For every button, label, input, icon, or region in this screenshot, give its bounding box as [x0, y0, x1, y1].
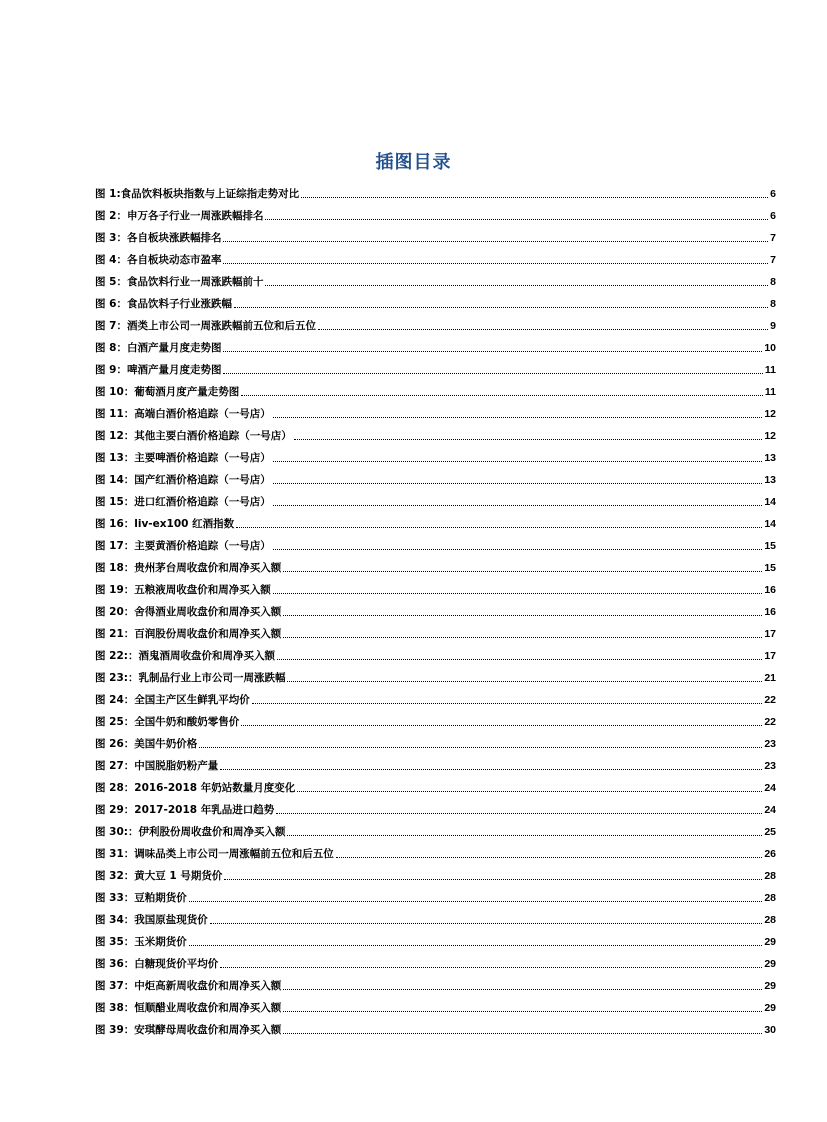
toc-entry-page-number: 16: [764, 584, 776, 596]
toc-entry[interactable]: [95, 1017, 776, 1039]
toc-entry-label: 图 15：进口红酒价格追踪（一号店）: [95, 496, 271, 508]
toc-entry[interactable]: [95, 577, 776, 599]
toc-entry[interactable]: [95, 709, 776, 731]
toc-entry-page-number: 23: [764, 738, 776, 750]
toc-title: 插图目录: [375, 152, 452, 173]
toc-entry[interactable]: [95, 225, 776, 247]
toc-entry-label: 图 22:：酒鬼酒周收盘价和周净买入额: [95, 650, 275, 662]
toc-entry[interactable]: [95, 973, 776, 995]
toc-entry-label: 图 31：调味品类上市公司一周涨幅前五位和后五位: [95, 848, 334, 860]
toc-dot-leader: [265, 219, 768, 220]
toc-entry-page-number: 7: [770, 254, 776, 266]
toc-entry-page-number: 14: [764, 518, 776, 530]
toc-entry[interactable]: [95, 467, 776, 489]
toc-entry-label: 图 6：食品饮料子行业涨跌幅: [95, 298, 232, 310]
toc-entry[interactable]: [95, 819, 776, 841]
toc-entry[interactable]: [95, 907, 776, 929]
toc-dot-leader: [297, 791, 762, 792]
toc-entry-label: 图 5：食品饮料行业一周涨跌幅前十: [95, 276, 264, 288]
toc-dot-leader: [210, 923, 763, 924]
toc-dot-leader: [223, 241, 768, 242]
toc-entry[interactable]: [95, 247, 776, 269]
toc-dot-leader: [273, 593, 763, 594]
toc-entry-label: 图 37：中炬高新周收盘价和周净买入额: [95, 980, 282, 992]
toc-list: [95, 181, 776, 1039]
toc-entry-page-number: 11: [764, 364, 776, 376]
toc-dot-leader: [294, 439, 763, 440]
toc-entry-page-number: 25: [764, 826, 776, 838]
toc-dot-leader: [273, 461, 763, 462]
toc-entry-page-number: 28: [764, 892, 776, 904]
toc-dot-leader: [287, 681, 762, 682]
toc-entry-page-number: 15: [764, 540, 776, 552]
toc-entry-page-number: 8: [770, 298, 776, 310]
toc-entry-label: 图 13：主要啤酒价格追踪（一号店）: [95, 452, 271, 464]
toc-entry-label: 图 14：国产红酒价格追踪（一号店）: [95, 474, 271, 486]
toc-entry-page-number: 6: [770, 188, 776, 200]
toc-dot-leader: [273, 505, 763, 506]
toc-entry-label: 图 30:：伊利股份周收盘价和周净买入额: [95, 826, 286, 838]
toc-entry-page-number: 10: [764, 342, 776, 354]
toc-entry-page-number: 29: [764, 958, 776, 970]
toc-entry-label: 图 36：白糖现货价平均价: [95, 958, 219, 970]
toc-entry[interactable]: [95, 489, 776, 511]
toc-dot-leader: [189, 945, 763, 946]
toc-entry-page-number: 9: [770, 320, 776, 332]
toc-entry-label: 图 12：其他主要白酒价格追踪（一号店）: [95, 430, 292, 442]
toc-entry-label: 图 32：黄大豆 1 号期货价: [95, 870, 223, 882]
toc-dot-leader: [318, 329, 768, 330]
toc-dot-leader: [265, 285, 768, 286]
toc-dot-leader: [283, 637, 762, 638]
toc-dot-leader: [273, 483, 763, 484]
toc-entry-page-number: 22: [764, 694, 776, 706]
toc-entry-label: 图 39：安琪酵母周收盘价和周净买入额: [95, 1024, 282, 1036]
toc-dot-leader: [241, 725, 762, 726]
toc-entry-page-number: 11: [764, 386, 776, 398]
toc-entry[interactable]: [95, 753, 776, 775]
toc-entry-page-number: 6: [770, 210, 776, 222]
toc-entry[interactable]: [95, 401, 776, 423]
toc-entry[interactable]: [95, 445, 776, 467]
toc-entry-page-number: 15: [764, 562, 776, 574]
toc-entry-page-number: 28: [764, 914, 776, 926]
toc-entry[interactable]: [95, 687, 776, 709]
toc-entry-page-number: 12: [764, 408, 776, 420]
toc-entry-label: 图 18：贵州茅台周收盘价和周净买入额: [95, 562, 282, 574]
toc-entry[interactable]: [95, 357, 776, 379]
toc-entry[interactable]: [95, 929, 776, 951]
toc-dot-leader: [241, 395, 763, 396]
toc-entry[interactable]: [95, 731, 776, 753]
toc-entry[interactable]: [95, 203, 776, 225]
toc-dot-leader: [336, 857, 763, 858]
toc-entry[interactable]: [95, 379, 776, 401]
toc-entry-label: 图 35：玉米期货价: [95, 936, 187, 948]
toc-entry-page-number: 16: [764, 606, 776, 618]
toc-entry-label: 图 33：豆粕期货价: [95, 892, 187, 904]
toc-entry-page-number: 21: [764, 672, 776, 684]
toc-entry[interactable]: [95, 885, 776, 907]
toc-entry-page-number: 22: [764, 716, 776, 728]
toc-entry[interactable]: [95, 423, 776, 445]
toc-entry-label: 图 25：全国牛奶和酸奶零售价: [95, 716, 240, 728]
toc-dot-leader: [223, 263, 768, 264]
toc-dot-leader: [301, 197, 768, 198]
toc-entry-label: 图 34：我国原盐现货价: [95, 914, 208, 926]
toc-entry-page-number: 24: [764, 804, 776, 816]
toc-entry-label: 图 29：2017-2018 年乳品进口趋势: [95, 804, 275, 816]
toc-entry-label: 图 4：各自板块动态市盈率: [95, 254, 222, 266]
toc-entry-page-number: 14: [764, 496, 776, 508]
toc-entry[interactable]: [95, 643, 776, 665]
toc-entry[interactable]: [95, 841, 776, 863]
toc-entry-label: 图 20：舍得酒业周收盘价和周净买入额: [95, 606, 282, 618]
toc-entry-page-number: 29: [764, 1002, 776, 1014]
toc-entry-label: 图 23:：乳制品行业上市公司一周涨跌幅: [95, 672, 286, 684]
toc-entry[interactable]: [95, 181, 776, 203]
toc-dot-leader: [283, 615, 762, 616]
toc-entry-page-number: 7: [770, 232, 776, 244]
toc-entry-label: 图 10：葡萄酒月度产量走势图: [95, 386, 240, 398]
toc-entry[interactable]: [95, 951, 776, 973]
toc-dot-leader: [276, 813, 762, 814]
toc-entry-label: 图 2：申万各子行业一周涨跌幅排名: [95, 210, 264, 222]
toc-entry[interactable]: [95, 533, 776, 555]
toc-entry-page-number: 17: [764, 628, 776, 640]
toc-entry-label: 图 26：美国牛奶价格: [95, 738, 198, 750]
toc-entry-page-number: 24: [764, 782, 776, 794]
toc-entry[interactable]: [95, 599, 776, 621]
toc-dot-leader: [283, 1011, 762, 1012]
toc-entry-page-number: 28: [764, 870, 776, 882]
toc-entry[interactable]: [95, 313, 776, 335]
toc-entry-page-number: 13: [764, 474, 776, 486]
toc-dot-leader: [287, 835, 762, 836]
toc-entry-label: 图 21：百润股份周收盘价和周净买入额: [95, 628, 282, 640]
toc-entry-label: 图 7：酒类上市公司一周涨跌幅前五位和后五位: [95, 320, 316, 332]
toc-dot-leader: [189, 901, 763, 902]
toc-dot-leader: [223, 373, 762, 374]
toc-entry-label: 图 28：2016-2018 年奶站数量月度变化: [95, 782, 296, 794]
toc-entry-label: 图 8：白酒产量月度走势图: [95, 342, 222, 354]
toc-dot-leader: [220, 769, 762, 770]
toc-entry[interactable]: [95, 291, 776, 313]
toc-dot-leader: [236, 527, 762, 528]
toc-dot-leader: [234, 307, 768, 308]
toc-dot-leader: [252, 703, 763, 704]
toc-entry[interactable]: [95, 555, 776, 577]
toc-entry-label: 图 16：liv-ex100 红酒指数: [95, 518, 235, 530]
toc-dot-leader: [224, 879, 762, 880]
toc-entry-label: 图 11：高端白酒价格追踪（一号店）: [95, 408, 271, 420]
toc-entry-page-number: 12: [764, 430, 776, 442]
toc-entry-label: 图 17：主要黄酒价格追踪（一号店）: [95, 540, 271, 552]
toc-entry-label: 图 19：五粮液周收盘价和周净买入额: [95, 584, 271, 596]
toc-entry-page-number: 23: [764, 760, 776, 772]
toc-entry[interactable]: [95, 797, 776, 819]
toc-dot-leader: [199, 747, 762, 748]
toc-entry-label: 图 27：中国脱脂奶粉产量: [95, 760, 219, 772]
toc-dot-leader: [273, 417, 763, 418]
toc-entry[interactable]: [95, 995, 776, 1017]
toc-entry[interactable]: [95, 775, 776, 797]
toc-dot-leader: [223, 351, 762, 352]
toc-entry-page-number: 8: [770, 276, 776, 288]
toc-dot-leader: [283, 571, 762, 572]
toc-entry-page-number: 26: [764, 848, 776, 860]
toc-entry[interactable]: [95, 335, 776, 357]
toc-entry-label: 图 38：恒顺醋业周收盘价和周净买入额: [95, 1002, 282, 1014]
toc-entry[interactable]: [95, 269, 776, 291]
toc-entry-label: 图 24：全国主产区生鲜乳平均价: [95, 694, 250, 706]
toc-entry-page-number: 30: [764, 1024, 776, 1036]
toc-entry-page-number: 13: [764, 452, 776, 464]
toc-entry-label: 图 3：各自板块涨跌幅排名: [95, 232, 222, 244]
toc-entry-page-number: 29: [764, 980, 776, 992]
toc-dot-leader: [277, 659, 762, 660]
toc-dot-leader: [283, 1033, 762, 1034]
toc-entry-page-number: 29: [764, 936, 776, 948]
toc-entry[interactable]: [95, 665, 776, 687]
toc-entry-label: 图 9：啤酒产量月度走势图: [95, 364, 222, 376]
toc-entry[interactable]: [95, 863, 776, 885]
toc-entry[interactable]: [95, 621, 776, 643]
toc-dot-leader: [273, 549, 763, 550]
toc-dot-leader: [220, 967, 762, 968]
toc-entry-page-number: 17: [764, 650, 776, 662]
toc-dot-leader: [283, 989, 762, 990]
toc-entry-label: 图 1:食品饮料板块指数与上证综指走势对比: [95, 188, 300, 200]
toc-entry[interactable]: [95, 511, 776, 533]
